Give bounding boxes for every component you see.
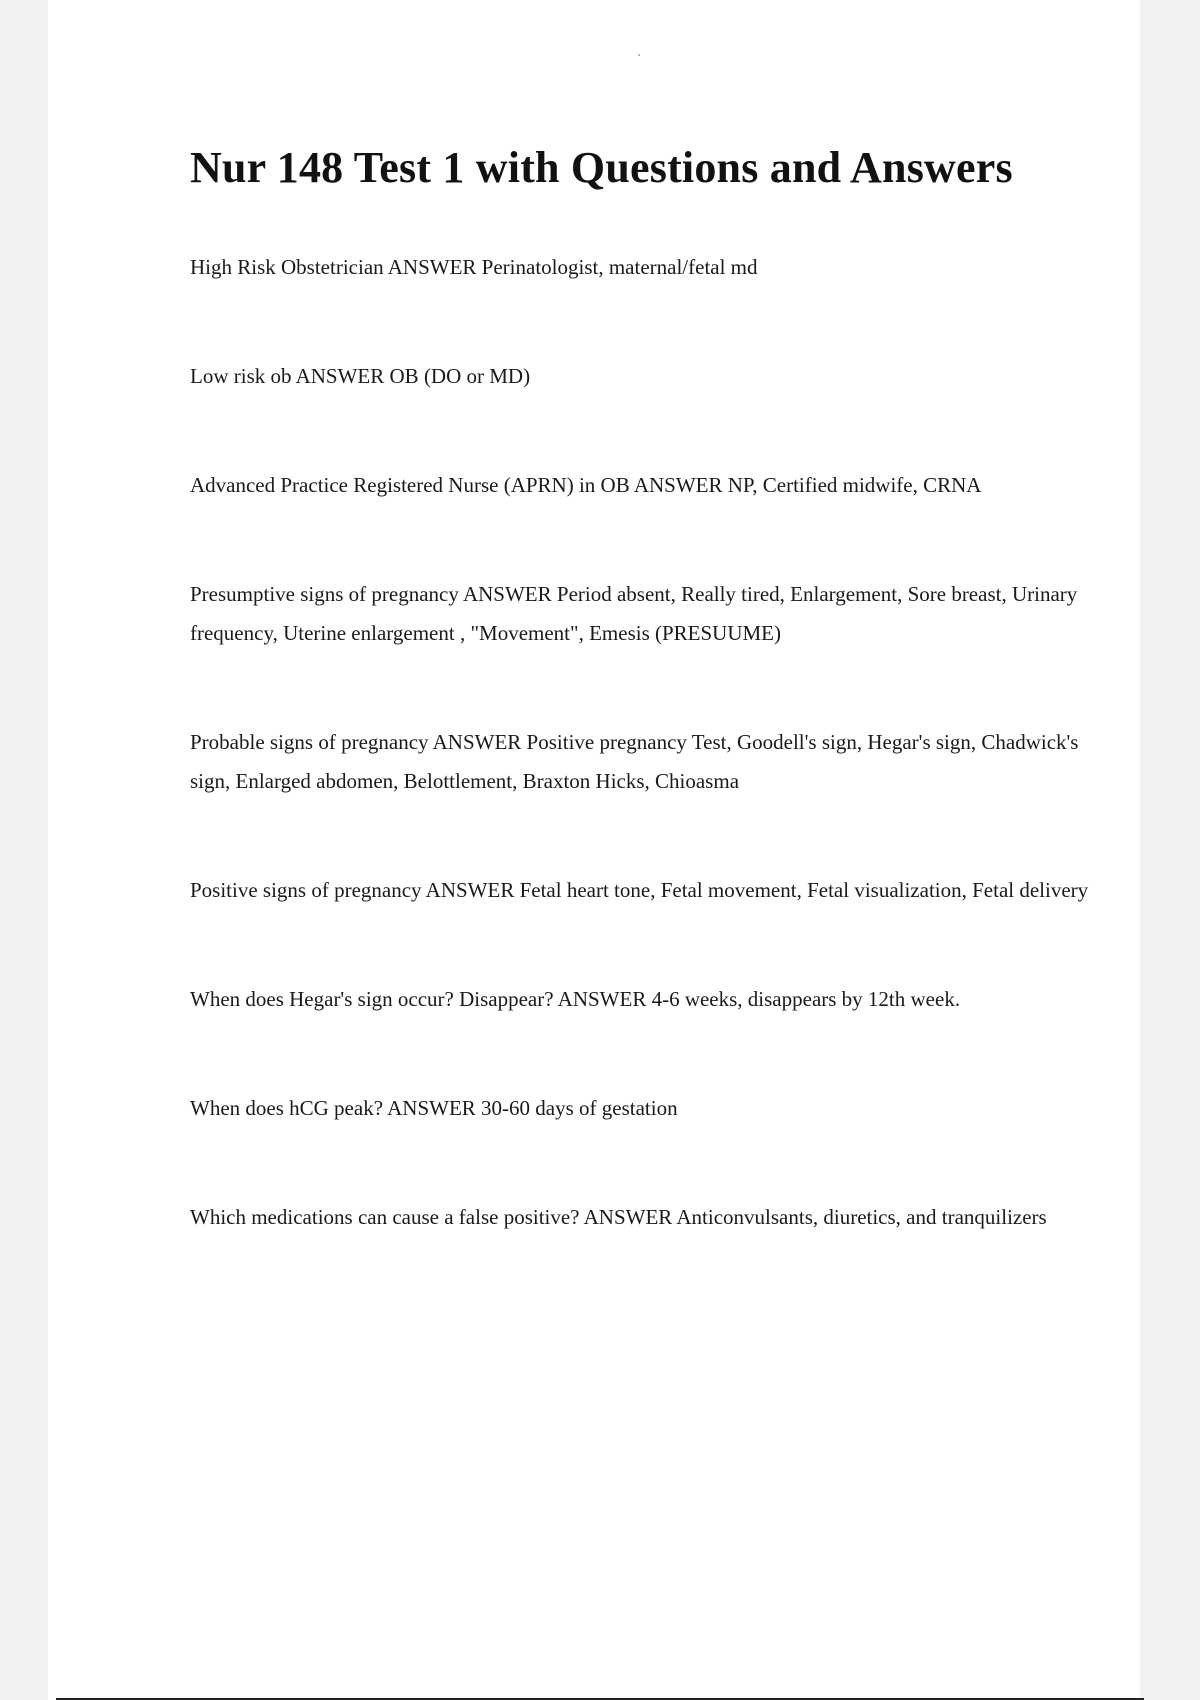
answer-separator: ANSWER [633, 473, 723, 497]
answer-separator: ANSWER [583, 1205, 673, 1229]
qa-question: When does hCG peak? [190, 1096, 384, 1120]
qa-question: Which medications can cause a false positive? [190, 1205, 580, 1229]
qa-item [190, 357, 1090, 396]
qa-item [190, 575, 1090, 653]
qa-answer: Period absent, Really tired, Enlargement, Sore breast, Urinary frequency, Uterine enlargement , "Movement", Emesis (PRESUUME) [190, 582, 1078, 645]
answer-separator: ANSWER [462, 582, 552, 606]
qa-item [190, 1198, 1090, 1237]
qa-question: Advanced Practice Registered Nurse (APRN) in OB [190, 473, 630, 497]
document-content [190, 128, 1090, 1307]
qa-answer: 30-60 days of gestation [481, 1096, 678, 1120]
qa-answer: 4-6 weeks, disappears by 12th week. [651, 987, 961, 1011]
answer-separator: ANSWER [557, 987, 647, 1011]
qa-answer: OB (DO or MD) [389, 364, 531, 388]
qa-item [190, 723, 1090, 801]
qa-item [190, 980, 1090, 1019]
qa-question: High Risk Obstetrician [190, 255, 384, 279]
qa-question: Low risk ob [190, 364, 292, 388]
qa-item [190, 871, 1090, 910]
document-title: Nur 148 Test 1 with Questions and Answers [190, 143, 1013, 192]
qa-item [190, 248, 1090, 287]
answer-separator: ANSWER [295, 364, 385, 388]
answer-separator: ANSWER [425, 878, 515, 902]
qa-answer: Positive pregnancy Test, Goodell's sign, Hegar's sign, Chadwick's sign, Enlarged abdomen, Belottlement, Braxton Hicks, Chioasma [190, 730, 1079, 793]
page-speck [638, 54, 640, 56]
qa-question: When does Hegar's sign occur? Disappear? [190, 987, 554, 1011]
qa-answer: Anticonvulsants, diuretics, and tranquilizers [676, 1205, 1047, 1229]
answer-separator: ANSWER [432, 730, 522, 754]
qa-question: Probable signs of pregnancy [190, 730, 429, 754]
qa-item [190, 466, 1090, 505]
answer-separator: ANSWER [387, 255, 477, 279]
qa-list [190, 248, 1090, 1237]
answer-separator: ANSWER [387, 1096, 476, 1120]
document-page [48, 0, 1140, 1700]
qa-item [190, 1089, 1090, 1128]
qa-question: Presumptive signs of pregnancy [190, 582, 459, 606]
qa-answer: Perinatologist, maternal/fetal md [481, 255, 758, 279]
qa-answer: NP, Certified midwife, CRNA [727, 473, 982, 497]
qa-question: Positive signs of pregnancy [190, 878, 422, 902]
qa-answer: Fetal heart tone, Fetal movement, Fetal visualization, Fetal delivery [519, 878, 1089, 902]
